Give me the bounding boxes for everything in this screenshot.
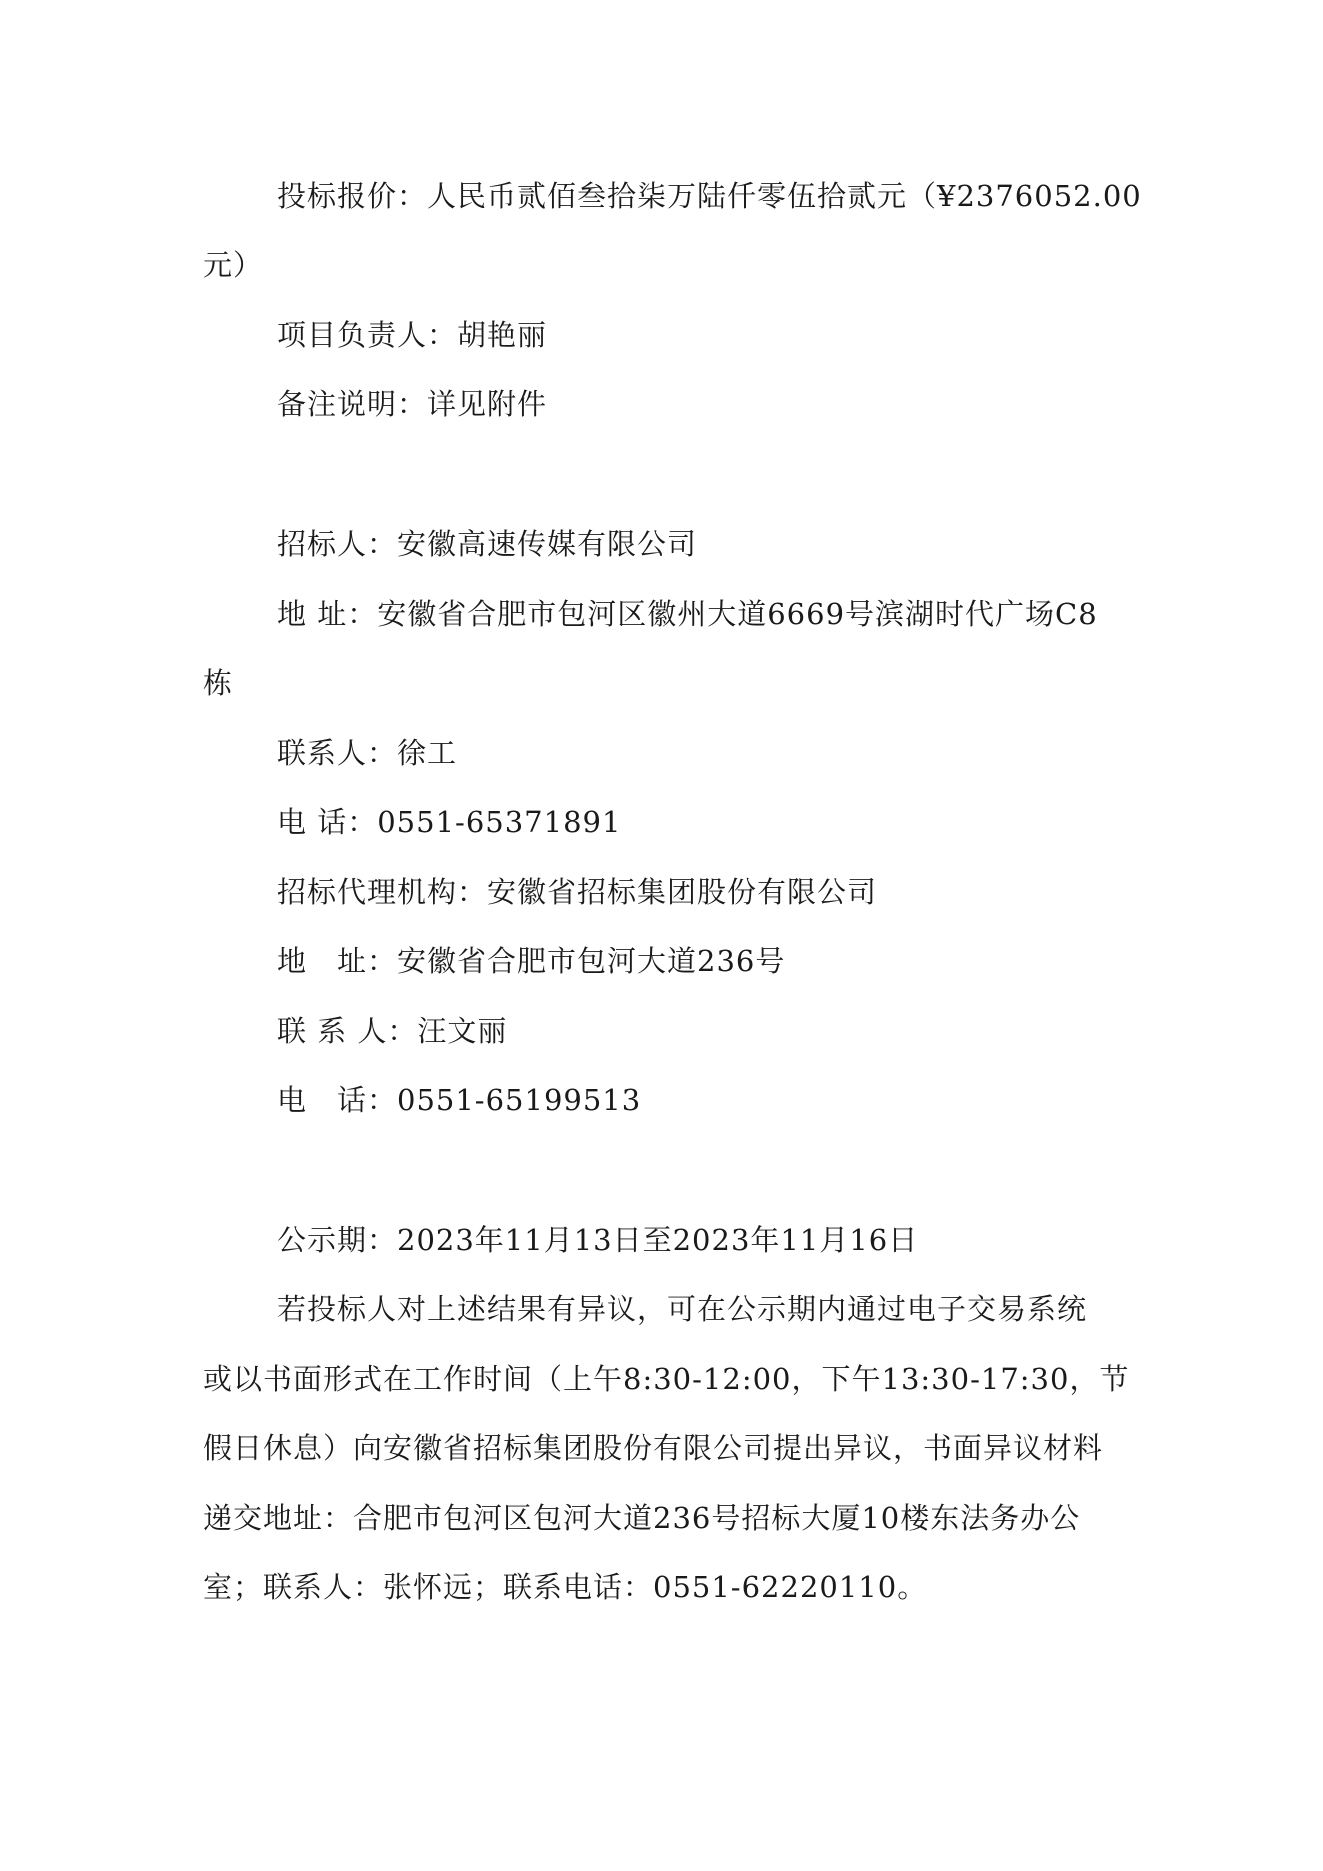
tenderer-contact: 联系人：徐工: [277, 736, 458, 770]
agency-contact: 联 系 人：汪文丽: [277, 1014, 508, 1048]
objection-text-5: 室；联系人：张怀远；联系电话：0551-62220110。: [203, 1570, 928, 1604]
tenderer-name: 招标人：安徽高速传媒有限公司: [277, 527, 698, 561]
tenderer-address-continuation: 栋: [203, 666, 234, 700]
objection-text-3: 假日休息）向安徽省招标集团股份有限公司提出异议，书面异议材料: [203, 1431, 1104, 1465]
bid-price-line: 投标报价：人民币贰佰叁拾柒万陆仟零伍拾贰元（¥2376052.00: [277, 179, 1142, 213]
objection-text-1: 若投标人对上述结果有异议，可在公示期内通过电子交易系统: [277, 1292, 1088, 1326]
agency-address: 地 址：安徽省合肥市包河大道236号: [277, 944, 786, 978]
remark: 备注说明：详见附件: [277, 387, 548, 421]
project-manager: 项目负责人：胡艳丽: [277, 318, 548, 352]
objection-text-2: 或以书面形式在工作时间（上午8:30-12:00，下午13:30-17:30，节: [203, 1362, 1130, 1396]
tenderer-phone: 电 话：0551-65371891: [277, 805, 622, 839]
bid-price-continuation: 元）: [203, 248, 264, 282]
notice-period: 公示期：2023年11月13日至2023年11月16日: [277, 1223, 919, 1257]
agency-phone: 电 话：0551-65199513: [277, 1083, 642, 1117]
objection-text-4: 递交地址：合肥市包河区包河大道236号招标大厦10楼东法务办公: [203, 1501, 1081, 1535]
tenderer-address: 地 址：安徽省合肥市包河区徽州大道6669号滨湖时代广场C8: [277, 597, 1098, 631]
agency-name: 招标代理机构：安徽省招标集团股份有限公司: [277, 875, 878, 909]
